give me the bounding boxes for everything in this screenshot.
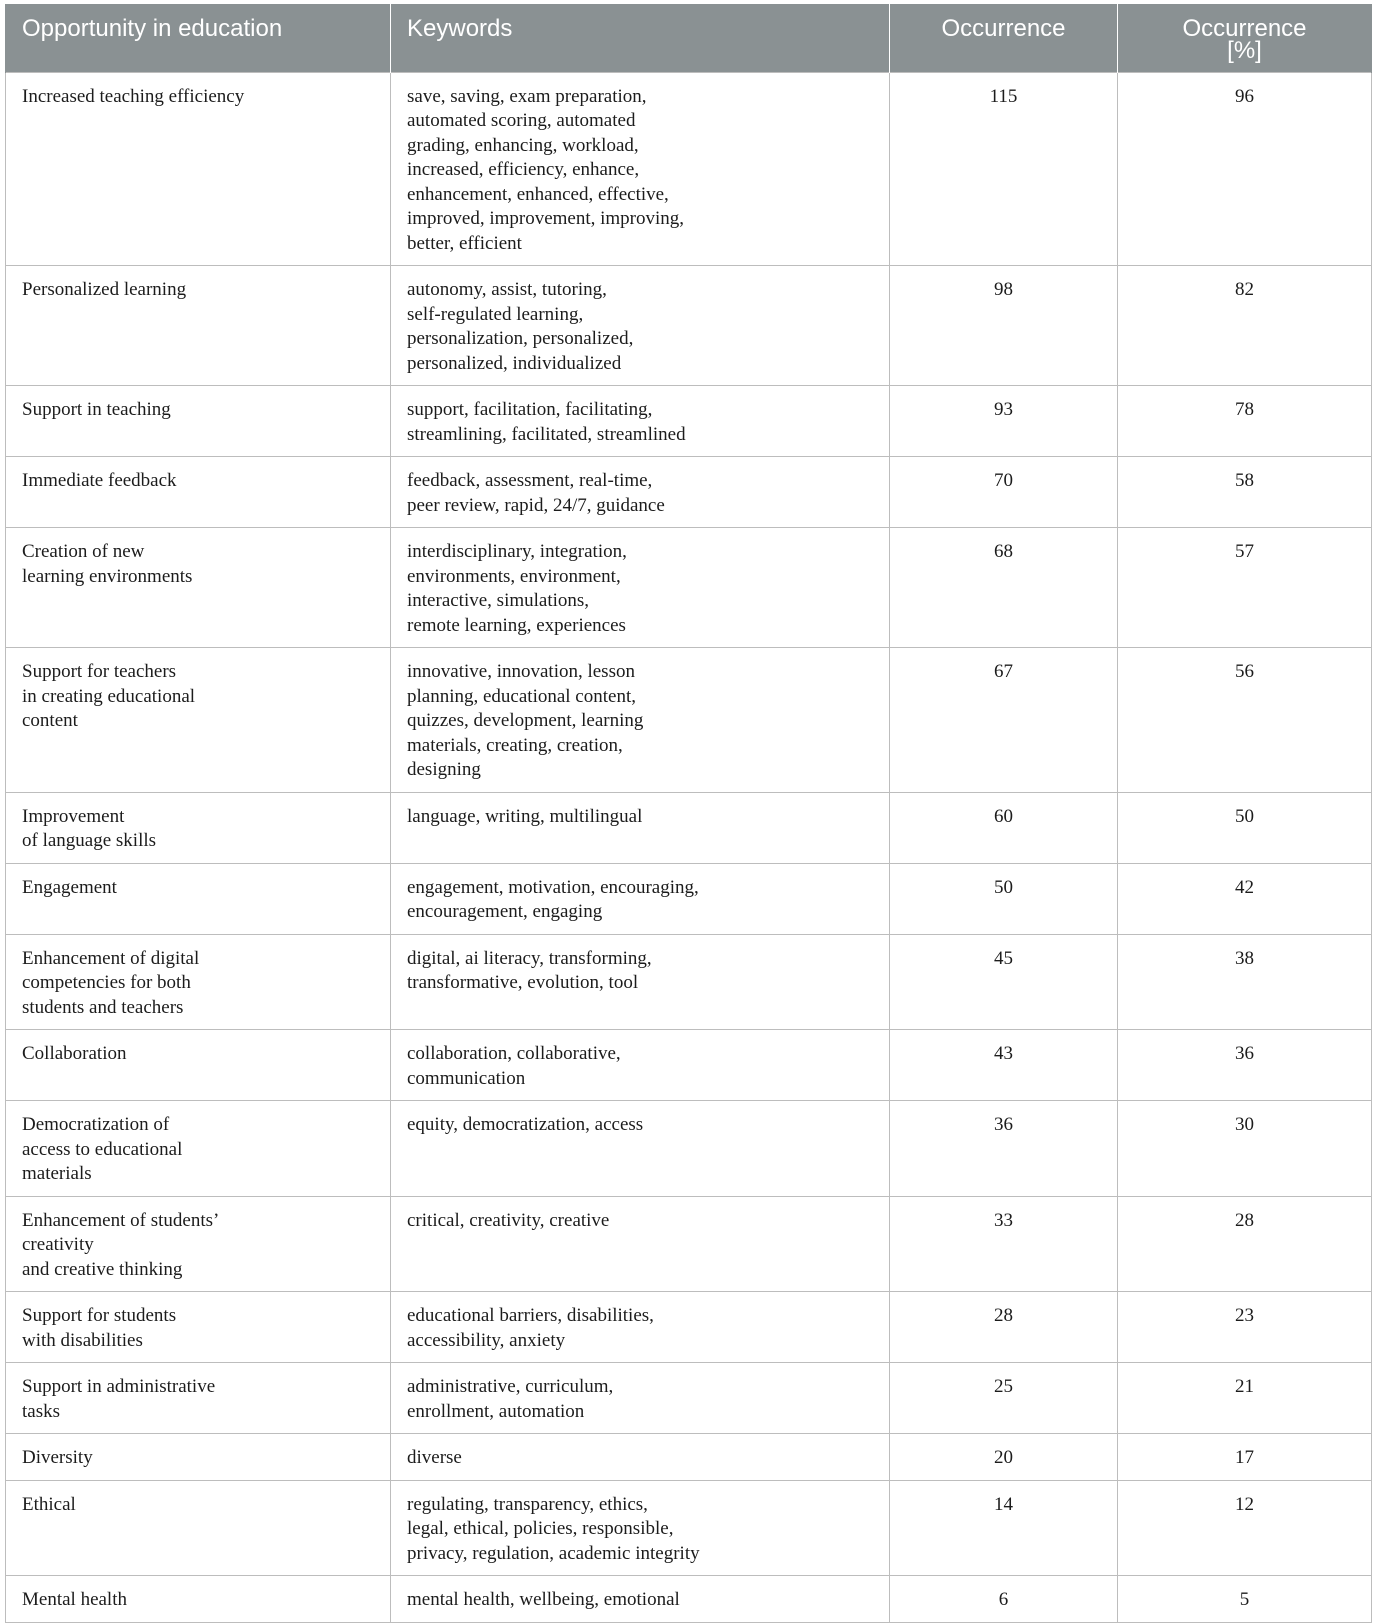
cell-keywords: critical, creativity, creative [391, 1196, 890, 1292]
cell-keywords: administrative, curriculum, enrollment, automation [391, 1363, 890, 1434]
cell-keywords: save, saving, exam preparation, automated scoring, automated grading, enhancing, workload, increased, efficiency, enhance, enhancement, enhanced, effective, improved, improvement, improving, better, efficient [391, 72, 890, 266]
cell-opportunity: Creation of new learning environments [6, 528, 391, 648]
cell-occurrence: 68 [890, 528, 1118, 648]
opportunities-table [5, 4, 1372, 1623]
cell-occurrence-percent: 57 [1118, 528, 1372, 648]
cell-occurrence: 33 [890, 1196, 1118, 1292]
table-row [6, 863, 1372, 934]
table-row [6, 934, 1372, 1030]
cell-occurrence-percent: 78 [1118, 386, 1372, 457]
table-row [6, 528, 1372, 648]
cell-keywords: regulating, transparency, ethics, legal, ethical, policies, responsible, privacy, regulation, academic integrity [391, 1480, 890, 1576]
table-row [6, 1480, 1372, 1576]
table-row [6, 1101, 1372, 1197]
cell-occurrence-percent: 36 [1118, 1030, 1372, 1101]
cell-occurrence: 20 [890, 1434, 1118, 1481]
cell-opportunity: Support in teaching [6, 386, 391, 457]
table-row [6, 72, 1372, 266]
table-row [6, 1434, 1372, 1481]
cell-occurrence: 6 [890, 1576, 1118, 1623]
cell-opportunity: Enhancement of digital competencies for both students and teachers [6, 934, 391, 1030]
cell-opportunity: Enhancement of students’ creativity and creative thinking [6, 1196, 391, 1292]
cell-occurrence-percent: 23 [1118, 1292, 1372, 1363]
cell-occurrence: 25 [890, 1363, 1118, 1434]
cell-occurrence-percent: 5 [1118, 1576, 1372, 1623]
table-row [6, 1196, 1372, 1292]
header-opportunity: Opportunity in education [6, 4, 391, 72]
cell-occurrence-percent: 30 [1118, 1101, 1372, 1197]
cell-occurrence: 36 [890, 1101, 1118, 1197]
table-body [6, 72, 1372, 1622]
header-occurrence-percent: Occurrence [%] [1118, 4, 1372, 72]
cell-opportunity: Support for students with disabilities [6, 1292, 391, 1363]
cell-occurrence-percent: 12 [1118, 1480, 1372, 1576]
cell-occurrence: 70 [890, 457, 1118, 528]
cell-occurrence-percent: 56 [1118, 648, 1372, 793]
table-row [6, 648, 1372, 793]
cell-occurrence-percent: 50 [1118, 792, 1372, 863]
cell-keywords: equity, democratization, access [391, 1101, 890, 1197]
table-container [5, 4, 1371, 1623]
cell-occurrence: 67 [890, 648, 1118, 793]
table-header [6, 4, 1372, 72]
table-row [6, 386, 1372, 457]
cell-keywords: autonomy, assist, tutoring, self-regulated learning, personalization, personalized, personalized, individualized [391, 266, 890, 386]
header-row [6, 4, 1372, 72]
cell-occurrence: 50 [890, 863, 1118, 934]
cell-keywords: digital, ai literacy, transforming, transformative, evolution, tool [391, 934, 890, 1030]
cell-opportunity: Increased teaching efficiency [6, 72, 391, 266]
cell-opportunity: Support in administrative tasks [6, 1363, 391, 1434]
table-row [6, 792, 1372, 863]
table-row [6, 1576, 1372, 1623]
cell-keywords: collaboration, collaborative, communication [391, 1030, 890, 1101]
cell-occurrence: 28 [890, 1292, 1118, 1363]
cell-occurrence: 60 [890, 792, 1118, 863]
cell-keywords: engagement, motivation, encouraging, encouragement, engaging [391, 863, 890, 934]
cell-occurrence-percent: 42 [1118, 863, 1372, 934]
cell-occurrence-percent: 38 [1118, 934, 1372, 1030]
cell-keywords: mental health, wellbeing, emotional [391, 1576, 890, 1623]
cell-occurrence-percent: 96 [1118, 72, 1372, 266]
cell-occurrence-percent: 21 [1118, 1363, 1372, 1434]
cell-keywords: innovative, innovation, lesson planning, educational content, quizzes, development, learning materials, creating, creation, designing [391, 648, 890, 793]
cell-occurrence: 14 [890, 1480, 1118, 1576]
cell-opportunity: Mental health [6, 1576, 391, 1623]
header-keywords: Keywords [391, 4, 890, 72]
cell-occurrence: 43 [890, 1030, 1118, 1101]
cell-opportunity: Ethical [6, 1480, 391, 1576]
table-row [6, 457, 1372, 528]
cell-keywords: diverse [391, 1434, 890, 1481]
table-row [6, 1363, 1372, 1434]
cell-opportunity: Engagement [6, 863, 391, 934]
cell-opportunity: Diversity [6, 1434, 391, 1481]
cell-opportunity: Democratization of access to educational materials [6, 1101, 391, 1197]
cell-keywords: language, writing, multilingual [391, 792, 890, 863]
cell-occurrence: 45 [890, 934, 1118, 1030]
cell-opportunity: Immediate feedback [6, 457, 391, 528]
cell-occurrence: 93 [890, 386, 1118, 457]
cell-opportunity: Support for teachers in creating educational content [6, 648, 391, 793]
table-row [6, 1292, 1372, 1363]
cell-opportunity: Improvement of language skills [6, 792, 391, 863]
table-row [6, 1030, 1372, 1101]
cell-keywords: interdisciplinary, integration, environments, environment, interactive, simulations, remote learning, experiences [391, 528, 890, 648]
table-row [6, 266, 1372, 386]
cell-occurrence-percent: 28 [1118, 1196, 1372, 1292]
cell-opportunity: Collaboration [6, 1030, 391, 1101]
header-occurrence: Occurrence [890, 4, 1118, 72]
cell-keywords: support, facilitation, facilitating, streamlining, facilitated, streamlined [391, 386, 890, 457]
cell-occurrence-percent: 17 [1118, 1434, 1372, 1481]
cell-opportunity: Personalized learning [6, 266, 391, 386]
cell-keywords: educational barriers, disabilities, accessibility, anxiety [391, 1292, 890, 1363]
cell-keywords: feedback, assessment, real-time, peer review, rapid, 24/7, guidance [391, 457, 890, 528]
cell-occurrence: 98 [890, 266, 1118, 386]
cell-occurrence: 115 [890, 72, 1118, 266]
cell-occurrence-percent: 58 [1118, 457, 1372, 528]
cell-occurrence-percent: 82 [1118, 266, 1372, 386]
